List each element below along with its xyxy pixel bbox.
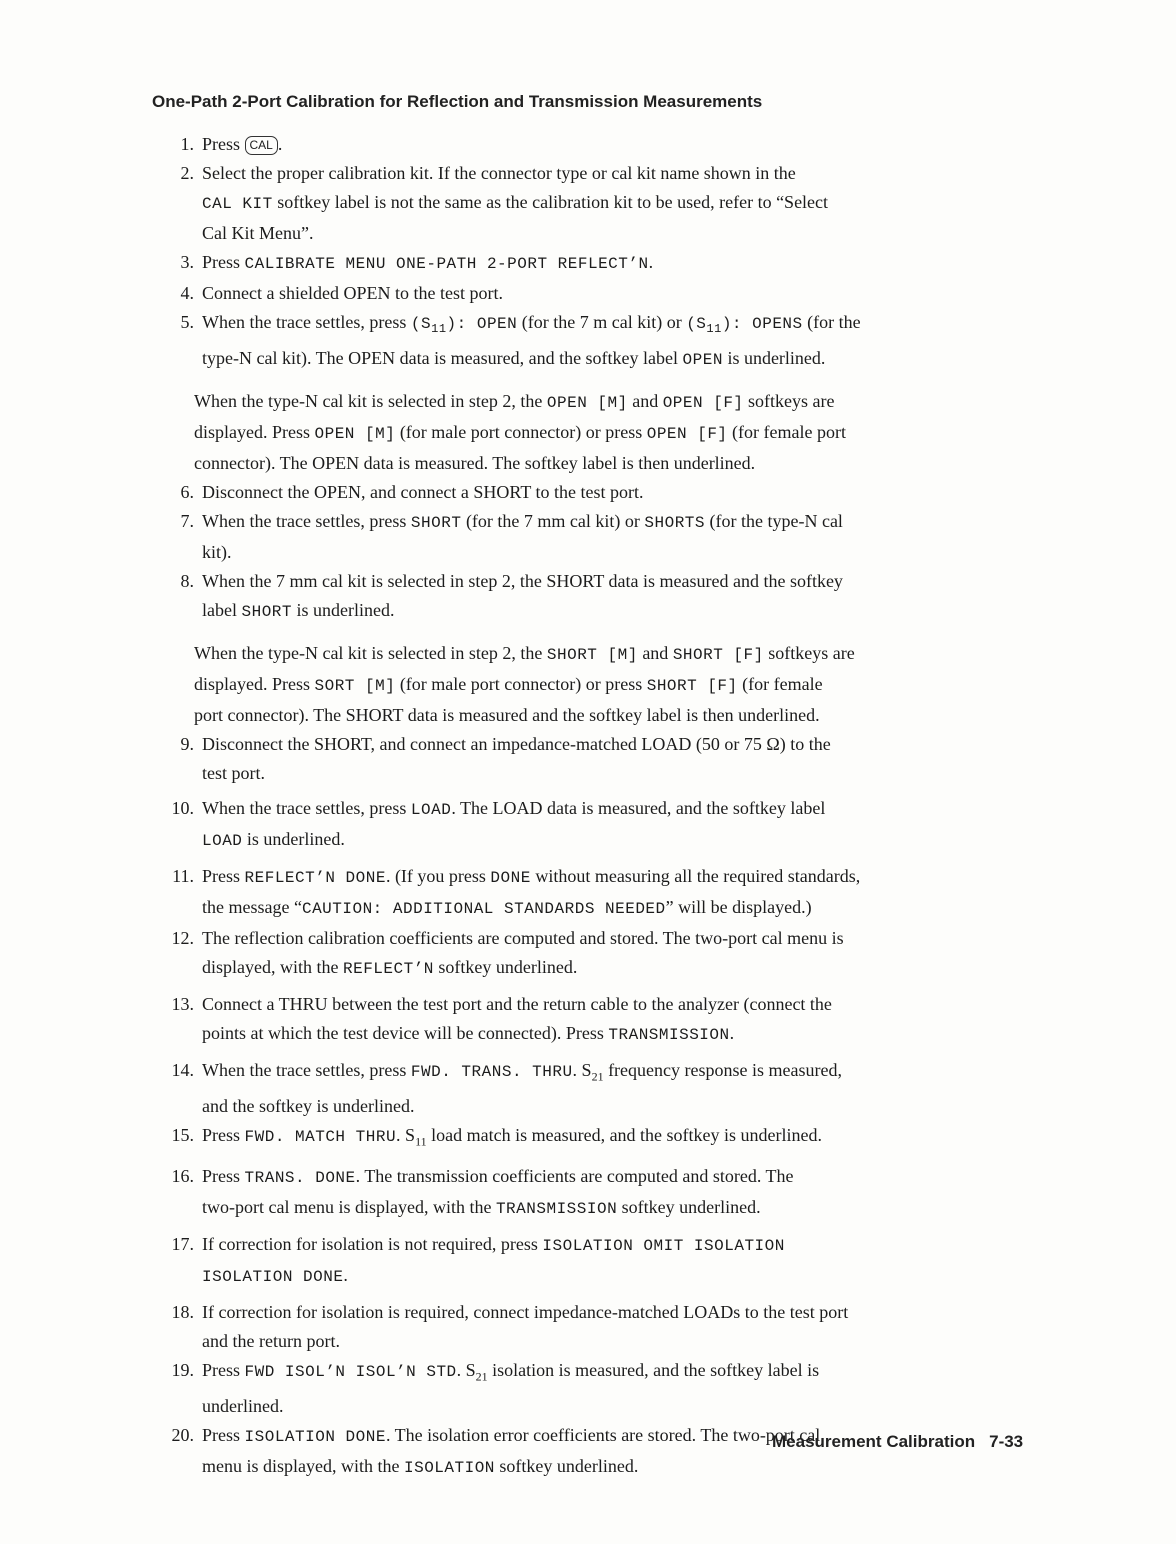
- step-number: 15.: [171, 1124, 194, 1145]
- softkey: OPEN [F]: [646, 425, 728, 444]
- step-19: 19. Press FWD ISOL’N ISOL’N STD. $S_{21}$ isolation is measured, and the softkey label is underlined.: [150, 1356, 1070, 1421]
- step-12: 12. The reflection calibration coefficients are computed and stored. The two-port cal menu is displayed, with the REFLECT’N softkey underlined.: [150, 924, 1070, 984]
- softkey: SORT [M]: [314, 677, 396, 696]
- softkey: ISOLATION DONE: [202, 1268, 344, 1287]
- step-number: 14.: [171, 1060, 194, 1081]
- step-1: 1. Press CAL .: [150, 130, 1070, 159]
- step-5-note: When the type-N cal kit is selected in step 2, the OPEN [M] and OPEN [F] softkeys are displayed. Press OPEN [M] (for male port connector) or press OPEN [F] (for female port connector). The OPEN data is measured. The softkey label is then underlined.: [194, 391, 846, 474]
- step-13: 13. Connect a THRU between the test port and the return cable to the analyzer (connect the points at which the test device will be connected). Press TRANSMISSION.: [150, 990, 1070, 1050]
- step-5: 5. When the trace settles, press $(S_{11})$: OPEN (for the 7 m cal kit) or $(S_{11})$: OPENS (for the type-N cal kit). The OPEN data is measured, and the softkey label OPEN is underlined.: [150, 308, 1070, 375]
- step-8: 8. When the 7 mm cal kit is selected in step 2, the SHORT data is measured and the softkey label SHORT is underlined.: [150, 567, 1070, 627]
- step-number: 6.: [180, 482, 194, 503]
- softkey: ISOLATION: [403, 1458, 495, 1477]
- step-number: 12.: [171, 928, 194, 949]
- softkey: FWD. MATCH THRU: [244, 1127, 397, 1146]
- step-number: 18.: [171, 1302, 194, 1323]
- step-9: 9. Disconnect the SHORT, and connect an impedance-matched LOAD (50 or 75 Ω) to the test port.: [150, 730, 1070, 788]
- step-4: 4. Connect a shielded OPEN to the test port.: [150, 279, 1070, 308]
- softkey: SHORT: [410, 514, 462, 533]
- step-2: 2. Select the proper calibration kit. If the connector type or cal kit name shown in the CAL KIT softkey label is not the same as the calibration kit to be used, refer to “Select Cal Kit Menu”.: [150, 159, 1070, 248]
- step-number: 7.: [180, 511, 194, 532]
- step-8-note: When the type-N cal kit is selected in step 2, the SHORT [M] and SHORT [F] softkeys are displayed. Press SORT [M] (for male port connector) or press SHORT [F] (for female port connector). The SHORT data is measured and the softkey label is then underlined.: [194, 643, 855, 726]
- softkey: FWD ISOL’N ISOL’N STD: [244, 1363, 457, 1382]
- softkey: OPEN: [682, 351, 723, 370]
- softkey: SHORT [M]: [546, 646, 638, 665]
- softkey: REFLECT’N DONE: [244, 869, 386, 888]
- step-6: 6. Disconnect the OPEN, and connect a SHORT to the test port.: [150, 478, 1070, 507]
- step-10: 10. When the trace settles, press LOAD. The LOAD data is measured, and the softkey label LOAD is underlined.: [150, 794, 1070, 856]
- softkey: REFLECT’N: [342, 960, 434, 979]
- softkey: OPEN [M]: [314, 425, 396, 444]
- softkey: TRANS. DONE: [244, 1169, 356, 1188]
- step-3: 3. Press CALIBRATE MENU ONE-PATH 2-PORT REFLECT’N.: [150, 248, 1070, 279]
- step-number: 20.: [171, 1424, 194, 1445]
- step-number: 10.: [171, 798, 194, 819]
- softkey: LOAD: [202, 832, 243, 851]
- step-18: 18. If correction for isolation is required, connect impedance-matched LOADs to the test port and the return port.: [150, 1298, 1070, 1356]
- softkey: SHORT [F]: [646, 677, 738, 696]
- step-14: 14. When the trace settles, press FWD. TRANS. THRU. $S_{21}$ frequency response is measured, and the softkey is underlined.: [150, 1056, 1070, 1121]
- softkey: TRANSMISSION: [495, 1200, 618, 1219]
- step-7: 7. When the trace settles, press SHORT (for the 7 mm cal kit) or SHORTS (for the type-N cal kit).: [150, 507, 1070, 567]
- step-number: 9.: [180, 734, 194, 755]
- section-heading: One-Path 2-Port Calibration for Reflection and Transmission Measurements: [152, 92, 763, 111]
- step-number: 16.: [171, 1166, 194, 1187]
- softkey: SHORT: [241, 603, 292, 622]
- softkey: OPEN [M]: [546, 394, 628, 413]
- step-number: 1.: [180, 134, 194, 154]
- softkey: OPEN [F]: [662, 394, 744, 413]
- step-number: 8.: [180, 571, 194, 592]
- step-number: 5.: [180, 312, 194, 332]
- softkey: ISOLATION DONE: [244, 1427, 386, 1446]
- softkey: FWD. TRANS. THRU: [410, 1063, 573, 1082]
- step-20: 20. Press ISOLATION DONE. The isolation error coefficients are stored. The two-port cal menu is displayed, with the ISOLATION softkey underlined.: [150, 1421, 1070, 1483]
- cal-hardkey: CAL: [245, 136, 278, 155]
- softkey: CAL KIT: [202, 195, 273, 213]
- softkey: CALIBRATE MENU ONE-PATH 2-PORT REFLECT’N: [244, 255, 649, 273]
- step-number: 13.: [171, 994, 194, 1015]
- step-16: 16. Press TRANS. DONE. The transmission coefficients are computed and stored. The two-port cal menu is displayed, with the TRANSMISSION softkey underlined.: [150, 1162, 1070, 1224]
- caution-message: CAUTION: ADDITIONAL STANDARDS NEEDED: [301, 900, 666, 919]
- page-footer: [772, 1432, 1023, 1452]
- softkey: SHORT [F]: [672, 646, 764, 665]
- step-number: 19.: [171, 1360, 194, 1381]
- softkey: TRANSMISSION: [608, 1026, 730, 1045]
- footer-section: Measurement Calibration: [772, 1432, 976, 1451]
- softkey: $(S_{11})$: OPENS: [686, 315, 803, 337]
- step-17: 17. If correction for isolation is not required, press ISOLATION OMIT ISOLATION ISOLATION DONE.: [150, 1230, 1070, 1292]
- step-number: 2.: [180, 163, 194, 183]
- page-number: 7-33: [989, 1432, 1024, 1451]
- softkey: ISOLATION OMIT ISOLATION: [542, 1237, 785, 1256]
- softkey: SHORTS: [644, 514, 705, 533]
- step-number: 4.: [180, 283, 194, 303]
- step-number: 11.: [172, 866, 194, 887]
- step-11: 11. Press REFLECT’N DONE. (If you press DONE without measuring all the required standards, the message “CAUTION: ADDITIONAL STANDARDS NEEDED” will be displayed.): [150, 862, 1070, 924]
- step-number: 3.: [180, 252, 194, 272]
- step-number: 17.: [171, 1234, 194, 1255]
- softkey: LOAD: [410, 801, 452, 820]
- softkey: DONE: [490, 869, 531, 888]
- step-15: 15. Press FWD. MATCH THRU. $S_{11}$ load match is measured, and the softkey is underlined.: [150, 1121, 1070, 1157]
- softkey: $(S_{11})$: OPEN: [410, 315, 518, 337]
- procedure-steps: [150, 130, 1070, 1483]
